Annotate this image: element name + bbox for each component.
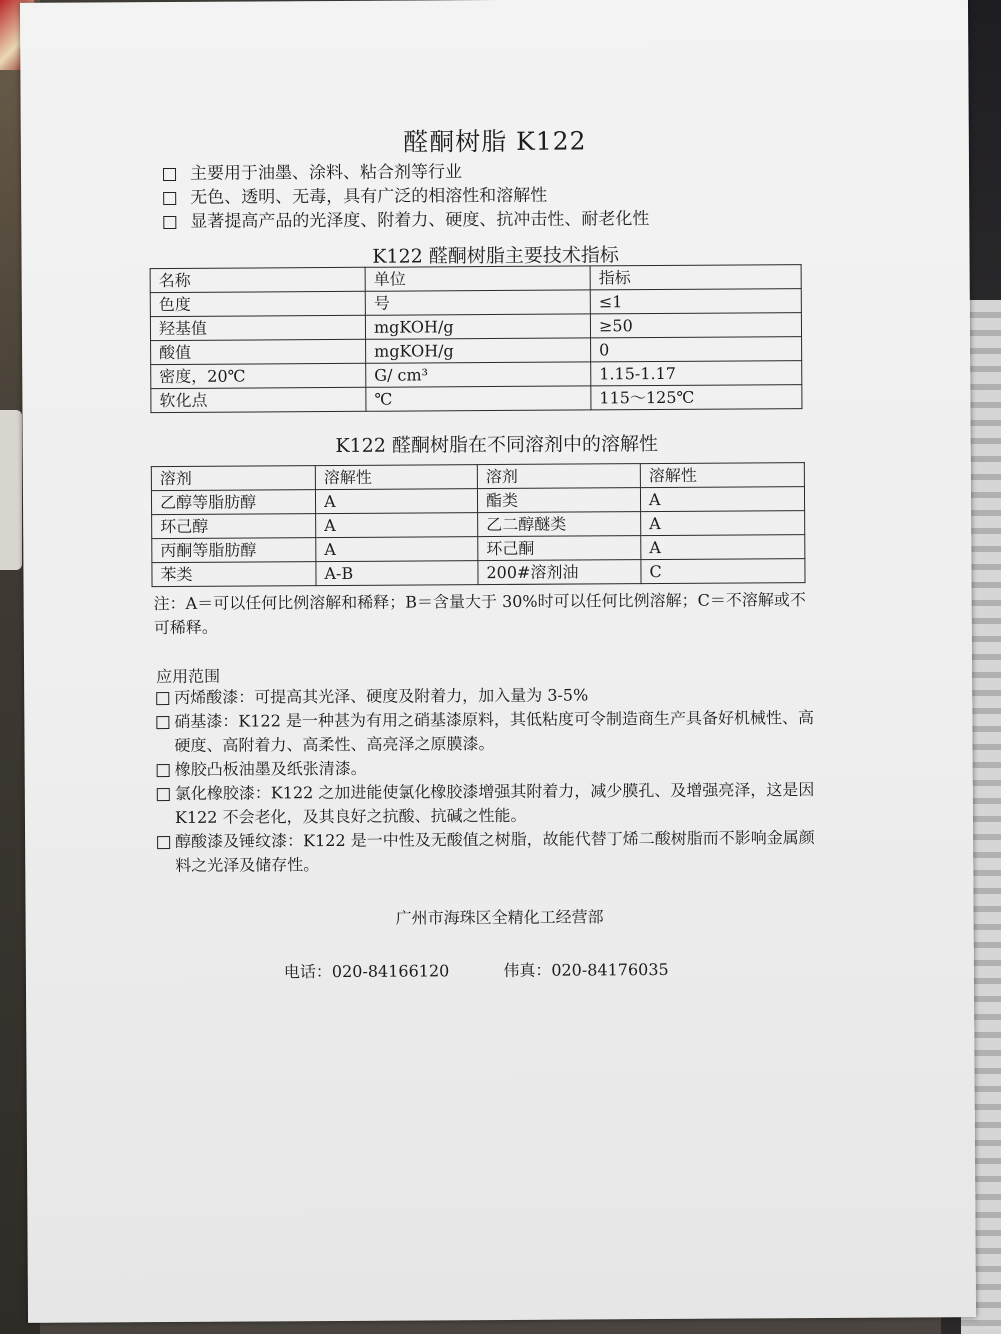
table-cell: 115～125℃ (591, 385, 802, 410)
table-cell: 酸值 (151, 339, 366, 364)
table-cell: ℃ (366, 386, 591, 411)
checkbox-icon (163, 167, 176, 180)
table-header-cell: 溶解性 (315, 465, 477, 490)
table-header-cell: 名称 (150, 267, 365, 292)
checkbox-icon (157, 836, 170, 849)
table-cell: 酯类 (477, 488, 640, 513)
table-cell: ≤1 (590, 289, 801, 314)
feature-text: 无色、透明、无毒，具有广泛的相溶性和溶解性 (190, 185, 548, 208)
table-cell: 环己酮 (478, 536, 641, 561)
table-cell: 环己醇 (152, 514, 316, 539)
table-cell: A-B (316, 561, 478, 586)
table-cell: A (641, 535, 805, 560)
table-cell: 0 (591, 337, 802, 362)
checkbox-icon (156, 692, 169, 705)
application-text: 橡胶凸板油墨及纸张清漆。 (174, 758, 367, 779)
table-cell: A (316, 513, 478, 538)
table-header-cell: 溶剂 (151, 466, 315, 491)
table-row (152, 559, 805, 587)
table-header-cell: 指标 (590, 265, 801, 290)
feature-item (163, 183, 649, 210)
application-text: 硝基漆：K122 是一种甚为有用之硝基漆原料，其低粘度可令制造商生产具备好机械性、高硬度、高附着力、高柔性、高亮泽之原膜漆。 (174, 708, 815, 755)
application-item (154, 706, 814, 758)
phone-number: 电话：020-84166120 (283, 961, 450, 982)
table-header-cell: 溶剂 (477, 464, 640, 489)
table-cell: A (315, 489, 477, 514)
table-cell: 乙醇等脂肪醇 (151, 490, 315, 515)
background-card (0, 410, 22, 570)
table-cell: 软化点 (151, 387, 366, 412)
table-cell: ≥50 (590, 313, 801, 338)
feature-text: 主要用于油墨、涂料、粘合剂等行业 (189, 162, 463, 184)
table-cell: 1.15-1.17 (591, 361, 802, 386)
application-text: 氯化橡胶漆：K122 之加进能使氯化橡胶漆增强其附着力，减少膜孔、及增强亮泽，这是因 K122 不会老化，及其良好之抗酸、抗碱之性能。 (174, 780, 815, 827)
feature-text: 显著提高产品的光泽度、附着力、硬度、抗冲击性、耐老化性 (190, 209, 650, 232)
feature-item (163, 207, 649, 234)
spec-table-title: K122 醛酮树脂主要技术指标 (372, 244, 619, 268)
contact-info (284, 957, 669, 982)
table-cell: C (641, 559, 805, 584)
document-page (20, 0, 976, 1323)
table-cell: 羟基值 (150, 315, 365, 340)
table-cell: 密度，20℃ (151, 363, 366, 388)
table-cell: mgKOH/g (365, 314, 590, 339)
application-item (155, 826, 815, 878)
document-title: 醛酮树脂 K122 (403, 126, 587, 157)
application-text: 醇酸漆及锤纹漆：K122 是一中性及无酸值之树脂，故能代替丁烯二酸树脂而不影响金属颜料之光泽及储存性。 (175, 828, 815, 875)
solubility-note: 注：A＝可以任何比例溶解和稀释；B＝含量大于 30%时可以任何比例溶解；C＝不溶解或不可稀释。 (153, 590, 806, 638)
table-cell: A (316, 537, 478, 562)
table-cell: 号 (365, 290, 590, 315)
application-text: 丙烯酸漆：可提高其光泽、硬度及附着力，加入量为 3-5% (174, 685, 589, 707)
table-cell: A (641, 511, 805, 536)
table-cell: mgKOH/g (366, 338, 591, 363)
checkbox-icon (163, 215, 176, 228)
table-cell: 乙二醇醚类 (478, 512, 641, 537)
feature-item (163, 159, 649, 186)
feature-list (163, 159, 649, 234)
company-name: 广州市海珠区全精化工经营部 (395, 907, 604, 928)
spec-table (150, 264, 803, 413)
solubility-table-title: K122 醛酮树脂在不同溶剂中的溶解性 (335, 433, 659, 457)
applications-title: 应用范围 (156, 666, 221, 687)
checkbox-icon (163, 191, 176, 204)
table-cell: 200#溶剂油 (478, 560, 641, 585)
fax-number: 伟真：020-84176035 (503, 959, 669, 980)
checkbox-icon (157, 764, 170, 777)
applications-list (154, 682, 815, 878)
table-cell: 苯类 (152, 562, 316, 587)
table-cell: 丙酮等脂肪醇 (152, 538, 316, 563)
table-cell: G/ cm³ (366, 362, 591, 387)
checkbox-icon (157, 788, 170, 801)
application-item (155, 778, 815, 830)
table-cell: 色度 (150, 291, 365, 316)
table-cell: A (640, 487, 804, 512)
table-header-cell: 溶解性 (640, 463, 804, 488)
table-header-cell: 单位 (365, 266, 590, 291)
solubility-table (151, 462, 806, 587)
table-row (151, 385, 802, 413)
checkbox-icon (156, 716, 169, 729)
